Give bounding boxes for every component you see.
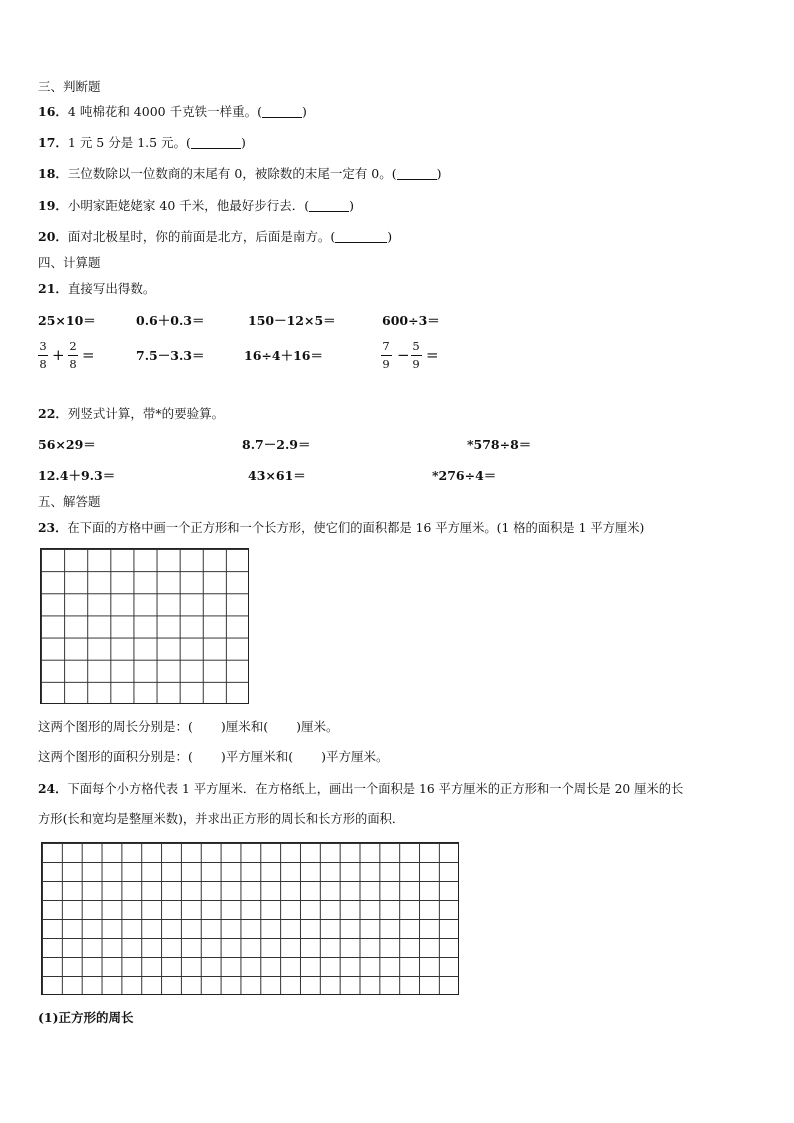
- question-16: [38, 104, 307, 120]
- answer-blank[interactable]: [191, 136, 241, 149]
- calc-item: 12.4＋9.3＝: [38, 468, 116, 483]
- answer-blank[interactable]: [262, 105, 302, 118]
- fraction-denominator: 9: [412, 357, 420, 371]
- question-18: [38, 166, 442, 182]
- question-number: 19．: [38, 198, 68, 213]
- answer-blank[interactable]: [335, 230, 387, 243]
- paren-close: ): [387, 229, 393, 244]
- question-20: [38, 229, 392, 245]
- perimeter-text-c: )厘米。: [296, 719, 339, 734]
- question-19: [38, 198, 354, 214]
- question-text: 下面每个小方格代表 1 平方厘米．在方格纸上，画出一个面积是 16 平方厘米的正方形和一个周长是 20 厘米的长: [67, 782, 684, 796]
- paren-close: ): [349, 198, 355, 213]
- question-text: 列竖式计算，带*的要验算。: [67, 406, 225, 421]
- area-text-c: )平方厘米。: [321, 749, 389, 764]
- paren-close: ): [240, 135, 246, 150]
- question-text: 直接写出得数。: [67, 281, 156, 296]
- calc-item: 150－12×5＝: [248, 313, 336, 328]
- fraction-numerator: 2: [69, 339, 77, 353]
- area-answer-line: [38, 749, 389, 765]
- question-text: 面对北极星时，你的前面是北方，后面是南方。(: [67, 229, 336, 244]
- fraction-bar: [411, 355, 422, 356]
- calc-item: 25×10＝: [38, 313, 96, 328]
- perimeter-text-b: )厘米和(: [220, 719, 269, 734]
- plus-sign: +: [52, 346, 65, 364]
- question-text: 1 元 5 分是 1.5 元。(: [67, 135, 191, 150]
- section-5-title: 五、解答题: [38, 494, 101, 509]
- question-number: 21．: [38, 281, 68, 296]
- fraction-bar: [381, 355, 392, 356]
- equals-sign: =: [82, 346, 95, 364]
- equals-sign: =: [426, 346, 439, 364]
- fraction-numerator: 3: [39, 339, 47, 353]
- fraction-numerator: 7: [382, 339, 390, 353]
- area-text-a: 这两个图形的面积分别是：(: [38, 749, 193, 764]
- question-number: 17．: [38, 135, 68, 150]
- fraction-denominator: 8: [39, 357, 47, 371]
- fraction-denominator: 8: [69, 357, 77, 371]
- section-4-title: 四、计算题: [38, 255, 101, 270]
- question-24-line-2: 方形(长和宽均是整厘米数)，并求出正方形的周长和长方形的面积．: [38, 812, 405, 826]
- calc-item: *578÷8＝: [467, 437, 532, 452]
- question-number: 16．: [38, 104, 68, 119]
- paren-close: ): [301, 104, 307, 119]
- calc-item: 56×29＝: [38, 437, 96, 452]
- question-23: [38, 520, 644, 536]
- calc-item: *276÷4＝: [432, 468, 497, 483]
- calc-item: 43×61＝: [248, 468, 306, 483]
- question-17: [38, 135, 246, 151]
- question-number: 23．: [38, 520, 68, 535]
- calc-item: 7.5－3.3＝: [136, 348, 205, 363]
- question-number: 20．: [38, 229, 68, 244]
- fraction-denominator: 9: [382, 357, 390, 371]
- calc-item: 0.6＋0.3＝: [136, 313, 205, 328]
- calc-item: 16÷4＋16＝: [244, 348, 323, 363]
- calc-item: 8.7－2.9＝: [242, 437, 311, 452]
- minus-sign: −: [397, 346, 410, 364]
- area-text-b: )平方厘米和(: [220, 749, 294, 764]
- grid-paper-q24[interactable]: [41, 842, 459, 995]
- paren-close: ): [436, 166, 442, 181]
- question-number: 24．: [38, 781, 68, 796]
- perimeter-answer-line: [38, 719, 339, 735]
- answer-blank[interactable]: [397, 167, 437, 180]
- question-number: 22．: [38, 406, 68, 421]
- question-24: [38, 781, 683, 797]
- question-text: 在下面的方格中画一个正方形和一个长方形，使它们的面积都是 16 平方厘米。(1 格的面积是 1 平方厘米): [67, 521, 645, 535]
- perimeter-text-a: 这两个图形的周长分别是：(: [38, 719, 193, 734]
- section-3-title: 三、判断题: [38, 79, 101, 94]
- question-text: 4 吨棉花和 4000 千克铁一样重。(: [67, 104, 262, 119]
- question-21: [38, 281, 155, 297]
- question-text: 三位数除以一位数商的末尾有 0，被除数的末尾一定有 0。(: [67, 166, 397, 181]
- grid-paper-q23[interactable]: [40, 548, 249, 704]
- fraction-numerator: 5: [412, 339, 420, 353]
- fraction-bar: [68, 355, 78, 356]
- question-text: 小明家距姥姥家 40 千米，他最好步行去．(: [67, 198, 310, 213]
- question-22: [38, 406, 224, 422]
- sub-question-1: (1)正方形的周长: [38, 1010, 134, 1025]
- answer-blank[interactable]: [309, 199, 349, 212]
- calc-item: 600÷3＝: [382, 313, 440, 328]
- question-number: 18．: [38, 166, 68, 181]
- fraction-bar: [38, 355, 48, 356]
